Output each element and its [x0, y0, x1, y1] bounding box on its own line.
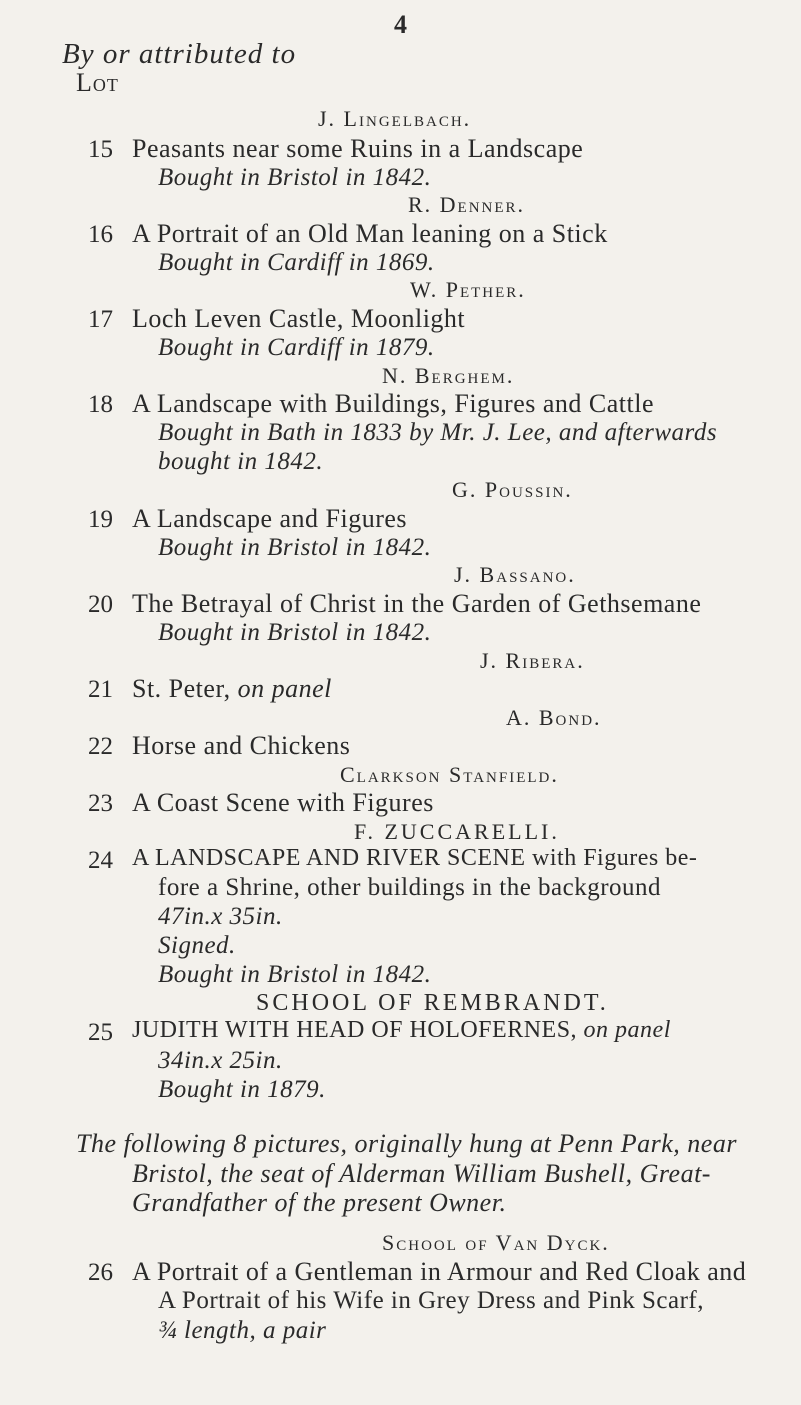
lot-title-line	[132, 674, 332, 704]
lot-description: ¾ length, a pair	[158, 1317, 327, 1344]
artist-name: J. Lingelbach.	[318, 106, 472, 131]
provenance: Bought in Bristol in 1842.	[158, 164, 432, 191]
lot-title: Peasants near some Ruins in a Landscape	[132, 134, 584, 163]
dimensions: 47in.x 35in.	[158, 903, 283, 930]
dimensions: 34in.x 25in.	[158, 1047, 283, 1074]
lot-title: Loch Leven Castle, Moonlight	[132, 304, 466, 333]
artist-name: F. ZUCCARELLI.	[354, 819, 560, 844]
medium: on panel	[237, 674, 332, 703]
lot-title: A Landscape and Figures	[132, 504, 408, 533]
lot-title: A Coast Scene with Figures	[132, 788, 434, 817]
lot-title: A Portrait of an Old Man leaning on a Stick	[132, 219, 608, 248]
lot-title: The Betrayal of Christ in the Garden of Gethsemane	[132, 589, 702, 618]
artist-name: N. Berghem.	[382, 363, 515, 388]
lot-title: JUDITH WITH HEAD OF HOLOFERNES,	[132, 1017, 578, 1043]
provenance: Bought in Cardiff in 1879.	[158, 334, 435, 361]
provenance: Bought in Bristol in 1842.	[158, 619, 432, 646]
lot-number: 21	[88, 676, 113, 703]
lot-title: A Portrait of a Gentleman in Armour and Red Cloak and	[132, 1257, 747, 1286]
lot-title: St. Peter,	[132, 674, 231, 703]
artist-name: School of Van Dyck.	[382, 1230, 610, 1255]
lot-title: A LANDSCAPE AND RIVER SCENE with Figures be-	[132, 845, 698, 871]
page-number: 4	[394, 10, 407, 39]
artist-name: W. Pether.	[410, 277, 526, 302]
provenance: Bought in Bath in 1833 by Mr. J. Lee, and afterwards	[158, 419, 718, 446]
note-line: The following 8 pictures, originally hung at Penn Park, near	[76, 1129, 737, 1158]
provenance-continued: bought in 1842.	[158, 448, 324, 475]
artist-name: J. Bassano.	[454, 562, 576, 587]
lot-number: 23	[88, 790, 113, 817]
lot-title-continued: A Portrait of his Wife in Grey Dress and Pink Scarf,	[158, 1287, 704, 1314]
note-line: Bristol, the seat of Alderman William Bushell, Great-	[132, 1159, 711, 1188]
artist-name: G. Poussin.	[452, 477, 573, 502]
lot-title: Horse and Chickens	[132, 731, 351, 760]
note-line: Grandfather of the present Owner.	[132, 1188, 507, 1217]
lot-number: 19	[88, 506, 113, 533]
lot-number: 17	[88, 306, 113, 333]
medium: on panel	[583, 1017, 671, 1043]
lot-number: 24	[88, 847, 113, 874]
lot-column-heading: Lot	[76, 68, 119, 97]
lot-number: 18	[88, 391, 113, 418]
lot-title-continued: fore a Shrine, other buildings in the background	[158, 874, 662, 901]
lot-number: 15	[88, 136, 113, 163]
lot-number: 25	[88, 1019, 113, 1046]
lot-title-line	[132, 1017, 671, 1044]
lot-title: A Landscape with Buildings, Figures and Cattle	[132, 389, 654, 418]
lot-number: 26	[88, 1259, 113, 1286]
artist-name: A. Bond.	[506, 705, 602, 730]
provenance: Bought in Bristol in 1842.	[158, 534, 432, 561]
lot-number: 16	[88, 221, 113, 248]
lot-number: 22	[88, 733, 113, 760]
provenance: Bought in Cardiff in 1869.	[158, 249, 435, 276]
signed-note: Signed.	[158, 932, 236, 959]
artist-name: SCHOOL OF REMBRANDT.	[256, 990, 609, 1016]
artist-name: J. Ribera.	[480, 648, 585, 673]
provenance: Bought in Bristol in 1842.	[158, 961, 432, 988]
artist-name: R. Denner.	[408, 192, 526, 217]
byline-heading: By or attributed to	[62, 38, 297, 70]
artist-name: Clarkson Stanfield.	[340, 762, 559, 787]
provenance: Bought in 1879.	[158, 1076, 326, 1103]
lot-number: 20	[88, 591, 113, 618]
